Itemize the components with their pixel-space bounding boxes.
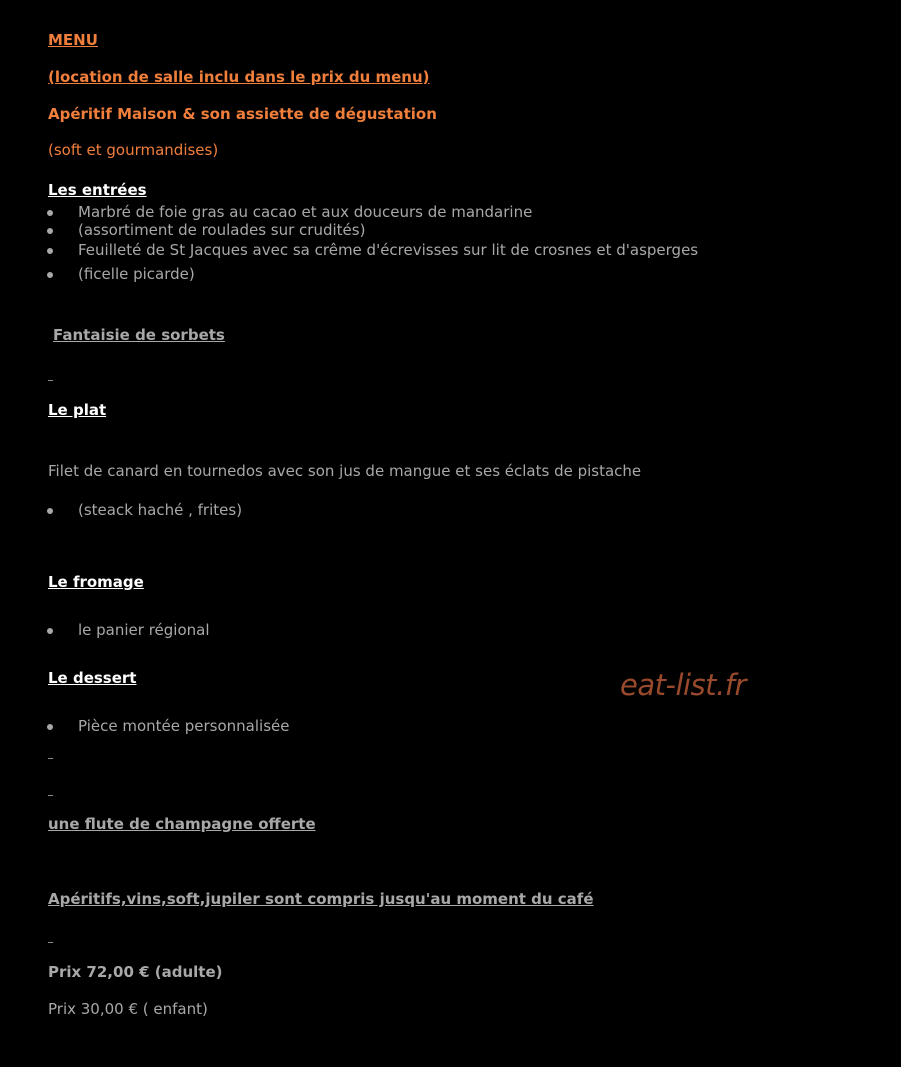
drinks-included-note: Apéritifs,vins,soft,jupiler sont compris jusqu'au moment du café bbox=[48, 890, 594, 908]
bullet-icon bbox=[47, 228, 53, 234]
separator-dash bbox=[48, 942, 53, 943]
bullet-icon bbox=[47, 210, 53, 216]
entree-item: Marbré de foie gras au cacao et aux douceurs de mandarine bbox=[78, 203, 533, 221]
aperitif-title: Apéritif Maison & son assiette de dégustation bbox=[48, 105, 437, 123]
bullet-icon bbox=[47, 272, 53, 278]
aperitif-children-note: (soft et gourmandises) bbox=[48, 141, 219, 159]
child-price: Prix 30,00 € ( enfant) bbox=[48, 1000, 208, 1018]
separator-dash bbox=[48, 758, 53, 759]
menu-title: MENU bbox=[48, 31, 98, 49]
dessert-item: Pièce montée personnalisée bbox=[78, 717, 290, 735]
bullet-icon bbox=[47, 628, 53, 634]
entree-item: Feuilleté de St Jacques avec sa crême d'écrevisses sur lit de crosnes et d'asperges bbox=[78, 241, 699, 259]
entree-item: (ficelle picarde) bbox=[78, 265, 195, 283]
plat-description: Filet de canard en tournedos avec son jus de mangue et ses éclats de pistache bbox=[48, 462, 642, 480]
fromage-item: le panier régional bbox=[78, 621, 210, 639]
fromage-heading: Le fromage bbox=[48, 573, 144, 591]
separator-dash bbox=[48, 795, 53, 796]
entrees-heading: Les entrées bbox=[48, 181, 147, 199]
dessert-heading: Le dessert bbox=[48, 669, 137, 687]
sorbets-heading: Fantaisie de sorbets bbox=[53, 326, 225, 344]
adult-price: Prix 72,00 € (adulte) bbox=[48, 963, 223, 981]
entree-item: (assortiment de roulades sur crudités) bbox=[78, 221, 366, 239]
watermark-logo: eat-list.fr bbox=[620, 668, 746, 702]
plat-heading: Le plat bbox=[48, 401, 107, 419]
champagne-offer: une flute de champagne offerte bbox=[48, 815, 316, 833]
bullet-icon bbox=[47, 508, 53, 514]
bullet-icon bbox=[47, 248, 53, 254]
bullet-icon bbox=[47, 724, 53, 730]
plat-item: (steack haché , frites) bbox=[78, 501, 243, 519]
separator-dash bbox=[48, 380, 53, 381]
room-rental-note: (location de salle inclu dans le prix du menu) bbox=[48, 68, 430, 86]
